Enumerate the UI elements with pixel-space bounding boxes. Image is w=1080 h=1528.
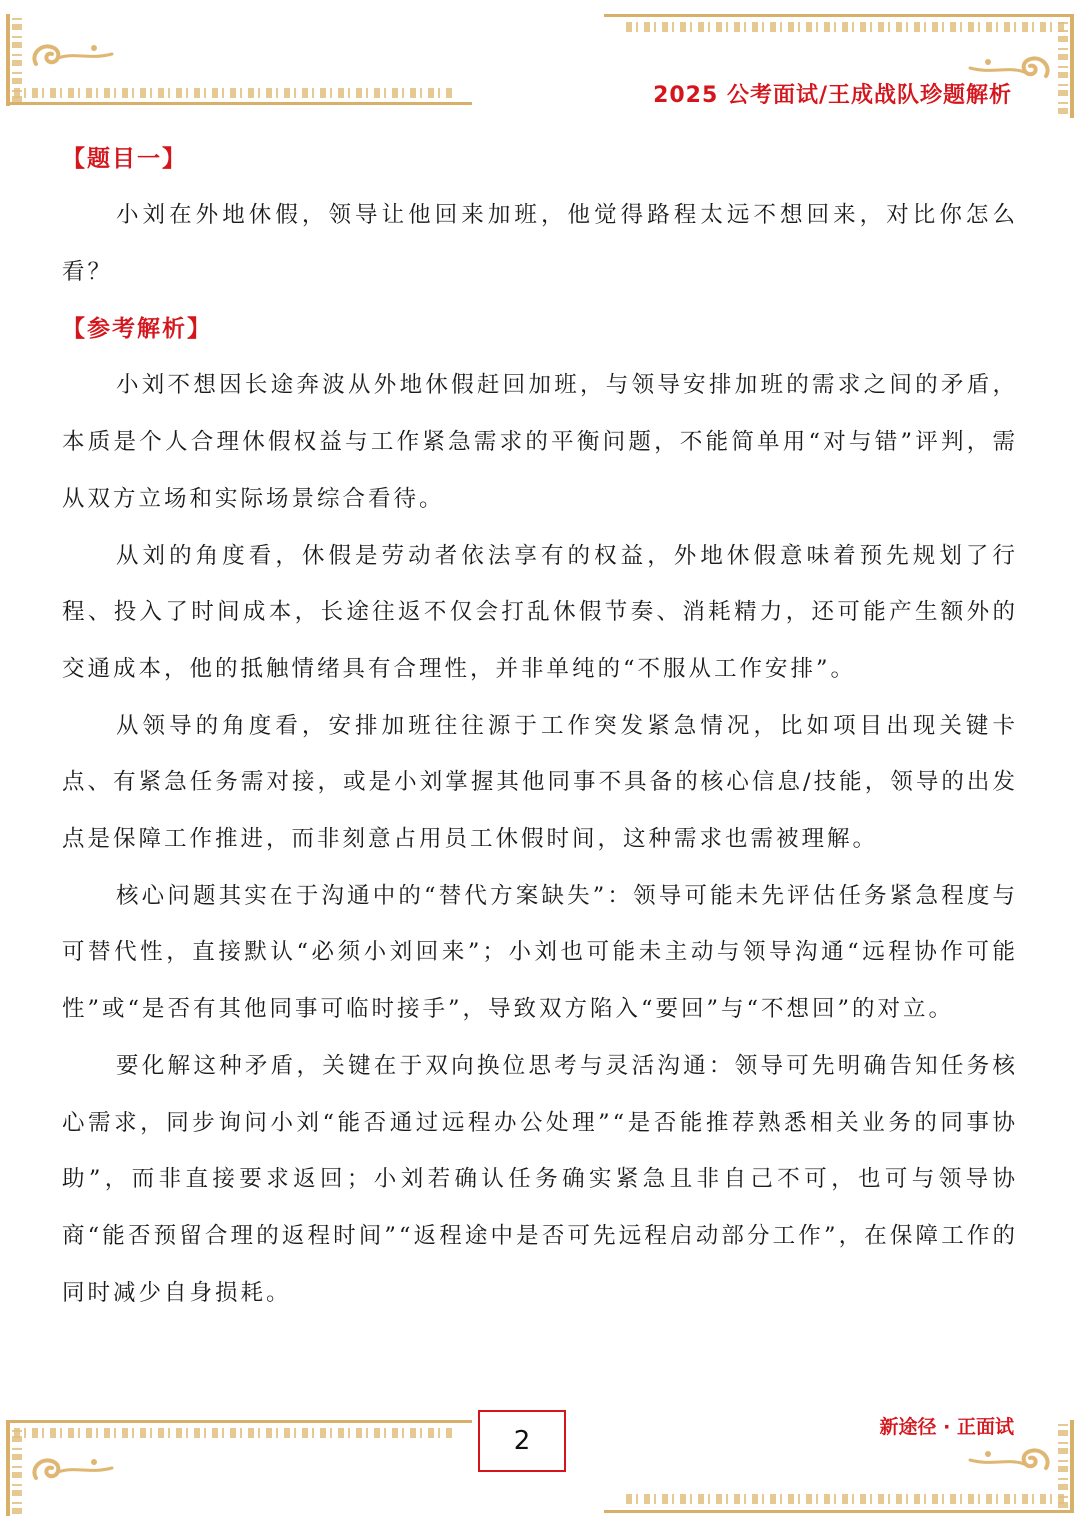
main-content [62,130,1018,1321]
analysis-paragraph-5: 要化解这种矛盾，关键在于双向换位思考与灵活沟通：领导可先明确告知任务核心需求，同步询问小刘“能否通过远程办公处理”“是否能推荐熟悉相关业务的同事协助”，而非直接要求返回；小刘若确认任务确实紧急且非自己不可，也可与领导协商“能否预留合理的返程时间”“返程途中是否可先远程启动部分工作”，在保障工作的同时减少自身损耗。 [62,1052,1018,1306]
analysis-paragraph-4: 核心问题其实在于沟通中的“替代方案缺失”：领导可能未先评估任务紧急程度与可替代性，直接默认“必须小刘回来”；小刘也可能未主动与领导沟通“远程协作可能性”或“是否有其他同事可临时接手”，导致双方陷入“要回”与“不想回”的对立。 [62,882,1018,1023]
question-text: 小刘在外地休假，领导让他回来加班，他觉得路程太远不想回来，对比你怎么看？ [62,202,1018,285]
analysis-paragraph-2: 从刘的角度看，休假是劳动者依法享有的权益，外地休假意味着预先规划了行程、投入了时间成本，长途往返不仅会打乱休假节奏、消耗精力，还可能产生额外的交通成本，他的抵触情绪具有合理性，并非单纯的“不服从工作安排”。 [62,542,1018,682]
analysis-paragraph-3: 从领导的角度看，安排加班往往源于工作突发紧急情况，比如项目出现关键卡点、有紧急任务需对接，或是小刘掌握其他同事不具备的核心信息/技能，领导的出发点是保障工作推进，而非刻意占用员工休假时间，这种需求也需被理解。 [62,712,1018,853]
footer-brand: 新途径 · 正面试 [879,1416,1014,1438]
page-number: 2 [478,1410,566,1472]
cloud-swirl-icon [28,36,118,76]
analysis-heading: 【参考解析】 [62,315,212,343]
analysis-paragraph-1: 小刘不想因长途奔波从外地休假赶回加班，与领导安排加班的需求之间的矛盾，本质是个人合理休假权益与工作紧急需求的平衡问题，不能简单用“对与错”评判，需从双方立场和实际场景综合看待。 [62,372,1018,512]
question-heading: 【题目一】 [62,145,187,172]
header-title: 2025 公考面试/王成战队珍题解析 [653,83,1012,108]
cloud-swirl-icon [28,1450,118,1490]
cloud-swirl-icon [966,1442,1054,1482]
